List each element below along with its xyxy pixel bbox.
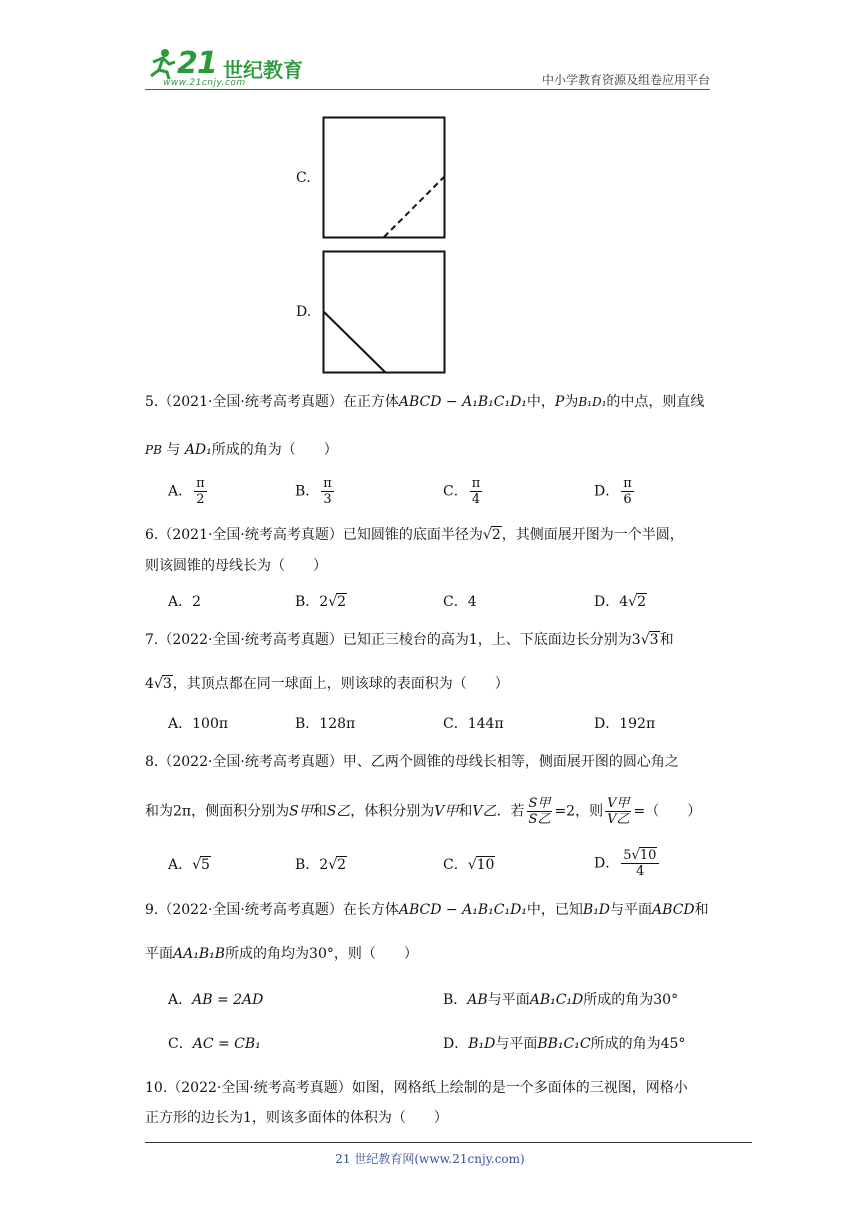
q7-option-b[interactable]: B．128π [295,716,356,732]
q6-option-c[interactable]: C．4 [443,594,477,610]
question-6-line2: 则该圆锥的母线长为（ ） [145,558,327,574]
q7-option-d[interactable]: D．192π [594,716,656,732]
q9-option-b[interactable]: B．AB与平面AB₁C₁D所成的角为30° [443,992,679,1008]
q8-option-b[interactable]: B．2√2 [295,857,347,873]
question-10-line1: 10.（2022·全国·统考高考真题）如图，网格纸上绘制的是一个多面体的三视图，网格小 [145,1080,688,1096]
platform-title: 中小学教育资源及组卷应用平台 [541,73,710,87]
figure-c-label: C. [296,170,311,186]
q8-option-a[interactable]: A．√5 [168,857,210,873]
question-8-line2: 和为2π，侧面积分别为S甲和S乙，体积分别为V甲和V乙．若 $\frac{\text{S甲}}{\text{S乙}}$ =2，则 $\frac{\text{V甲}}{\text{V乙}}$ =（ ） [145,796,702,827]
logo-text: 世纪教育 [223,58,303,82]
q5-option-c[interactable]: C． $\frac{\pi}{4}$ [443,476,481,507]
q6-option-d[interactable]: D．4√2 [594,594,646,610]
logo-url: www.21cnjy.com [163,78,246,88]
question-5-line1: 5.（2021·全国·统考高考真题）在正方体ABCD − A₁B₁C₁D₁中，P为B₁D₁的中点，则直线 [145,394,705,410]
q5-option-b[interactable]: B． $\frac{\pi}{3}$ [295,476,332,507]
q5-option-a[interactable]: A． $\frac{\pi}{2}$ [168,476,205,507]
q9-option-d[interactable]: D．B₁D与平面BB₁C₁C所成的角为45° [443,1036,686,1052]
question-9-line1: 9.（2022·全国·统考高考真题）在长方体ABCD − A₁B₁C₁D₁中，已知B₁D与平面ABCD和 [145,902,709,918]
q8-option-d[interactable]: D． $\frac{5√10}{4}$ [594,848,661,879]
question-9-line2: 平面AA₁B₁B所成的角均为30°，则（ ） [145,946,418,962]
figure-c-square [322,116,447,240]
q8-option-c[interactable]: C．√10 [443,857,495,873]
q9-option-c[interactable]: C．AC = CB₁ [168,1036,261,1052]
header-divider [145,89,710,90]
figure-d-square [322,250,447,375]
q6-option-b[interactable]: B．2√2 [295,594,347,610]
figure-d-label: D. [296,304,312,320]
logo-number: 21 [177,46,217,81]
q7-option-c[interactable]: C．144π [443,716,504,732]
question-5-line2: PB 与 AD₁所成的角为（ ） [145,442,338,458]
footer-link[interactable]: 21 世纪教育网(www.21cnjy.com) [335,1152,525,1166]
question-8-line1: 8.（2022·全国·统考高考真题）甲、乙两个圆锥的母线长相等，侧面展开图的圆心角之 [145,754,679,770]
question-7-line2: 4√3，其顶点都在同一球面上，则该球的表面积为（ ） [145,676,509,692]
q6-option-a[interactable]: A．2 [168,594,202,610]
q7-option-a[interactable]: A．100π [168,716,229,732]
question-6-line1: 6.（2021·全国·统考高考真题）已知圆锥的底面半径为√2，其侧面展开图为一个半圆， [145,527,684,543]
q5-option-d[interactable]: D． $\frac{\pi}{6}$ [594,476,632,507]
runner-logo-icon [145,48,179,80]
question-10-line2: 正方形的边长为1，则该多面体的体积为（ ） [145,1110,448,1126]
site-logo [145,44,315,90]
q9-option-a[interactable]: A．AB = 2AD [168,992,264,1008]
footer-divider [145,1142,752,1143]
question-7-line1: 7.（2022·全国·统考高考真题）已知正三棱台的高为1，上、下底面边长分别为3√3和 [145,632,674,648]
